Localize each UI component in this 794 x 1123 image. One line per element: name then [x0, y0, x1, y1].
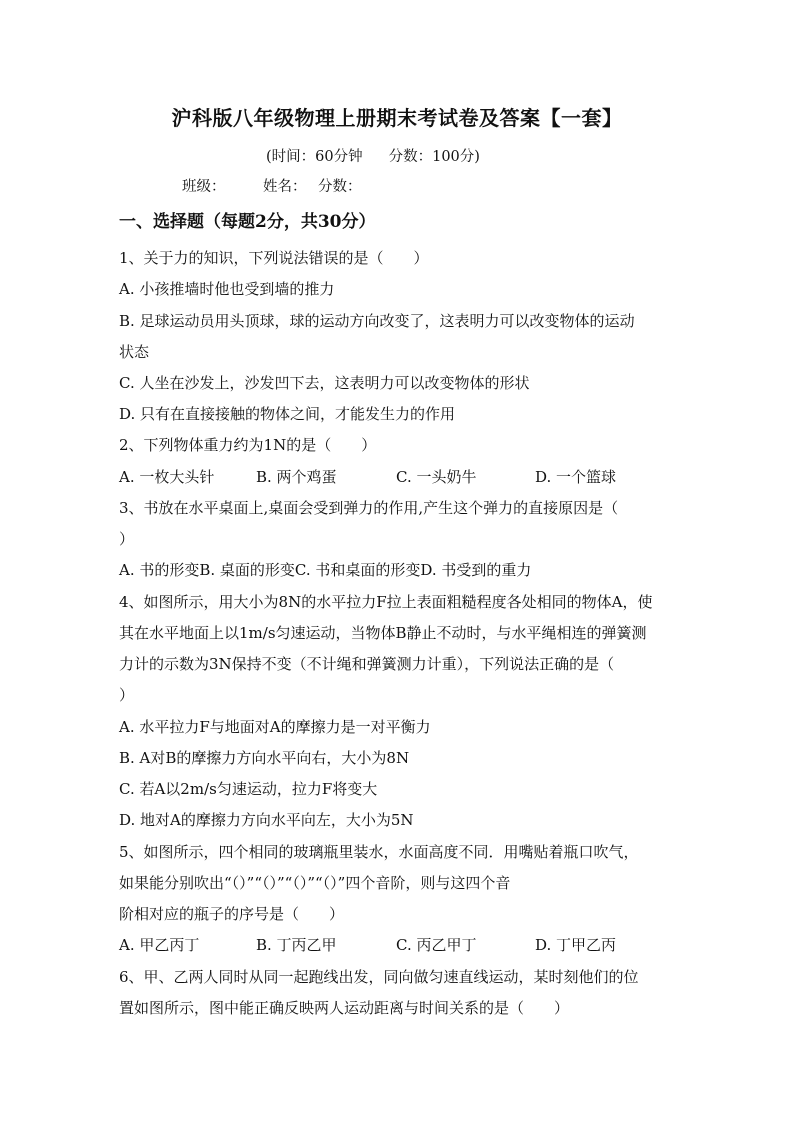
q5-option-d: D. 丁甲乙丙 [535, 936, 617, 954]
exam-meta [266, 145, 480, 166]
q3-options: A. 书的形变B. 桌面的形变C. 书和桌面的形变D. 书受到的重力 [119, 561, 532, 579]
q2-option-c: C. 一头奶牛 [396, 468, 477, 486]
q6-stem: 6、甲、乙两人同时从同一起跑线出发，同向做匀速直线运动，某时刻他们的位 [119, 968, 639, 986]
q4-stem: 4、如图所示，用大小为8N的水平拉力F拉上表面粗糙程度各处相同的物体A，使 [119, 593, 653, 611]
q4-option-c: C. 若A以2m/s匀速运动，拉力F将变大 [119, 780, 378, 798]
q5-option-c: C. 丙乙甲丁 [396, 936, 477, 954]
page-title: 沪科版八年级物理上册期末考试卷及答案【一套】 [171, 106, 623, 130]
q1-stem: 1、关于力的知识，下列说法错误的是（ ） [119, 249, 429, 267]
q2-option-b: B. 两个鸡蛋 [256, 468, 337, 486]
q3-stem-cont: ） [119, 530, 135, 548]
q1-option-b-cont: 状态 [119, 343, 150, 361]
q4-stem-2: 其在水平地面上以1m/s匀速运动，当物体B静止不动时，与水平绳相连的弹簧测 [119, 624, 647, 642]
q5-stem: 5、如图所示，四个相同的玻璃瓶里装水，水面高度不同．用嘴贴着瓶口吹气， [119, 843, 639, 861]
q2-option-d: D. 一个篮球 [535, 468, 617, 486]
q1-option-a: A. 小孩推墙时他也受到墙的推力 [119, 280, 335, 298]
q6-stem-2: 置如图所示，图中能正确反映两人运动距离与时间关系的是（ ） [119, 999, 570, 1017]
q2-options [119, 466, 616, 487]
marks-label: 分数： [318, 179, 362, 195]
q1-option-b: B. 足球运动员用头顶球，球的运动方向改变了，这表明力可以改变物体的运动 [119, 312, 635, 330]
student-info [182, 175, 362, 196]
q5-option-b: B. 丁丙乙甲 [256, 936, 337, 954]
q5-option-a: A. 甲乙丙丁 [119, 936, 200, 954]
q5-stem-3: 阶相对应的瓶子的序号是（ ） [119, 905, 345, 923]
q3-stem: 3、书放在水平桌面上,桌面会受到弹力的作用,产生这个弹力的直接原因是（ [119, 499, 619, 517]
q1-option-c: C. 人坐在沙发上，沙发凹下去，这表明力可以改变物体的形状 [119, 374, 530, 392]
time-info: (时间：60分钟 [266, 149, 363, 165]
q5-options [119, 934, 616, 955]
section-heading: 一、选择题（每题2分，共30分） [119, 212, 376, 232]
q5-stem-2: 如果能分别吹出“（）”“（）”“（）”“（）”四个音阶，则与这四个音 [119, 874, 511, 892]
class-label: 班级： [182, 179, 226, 195]
q4-option-b: B. A对B的摩擦力方向水平向右，大小为8N [119, 749, 410, 767]
score-info: 分数：100分) [388, 149, 480, 165]
q1-option-d: D. 只有在直接接触的物体之间，才能发生力的作用 [119, 405, 456, 423]
q4-option-a: A. 水平拉力F与地面对A的摩擦力是一对平衡力 [119, 718, 431, 736]
q4-option-d: D. 地对A的摩擦力方向水平向左，大小为5N [119, 811, 414, 829]
name-label: 姓名： [263, 179, 307, 195]
q4-stem-3: 力计的示数为3N保持不变（不计绳和弹簧测力计重），下列说法正确的是（ [119, 655, 615, 673]
q2-option-a: A. 一枚大头针 [119, 468, 215, 486]
q2-stem: 2、下列物体重力约为1N的是（ ） [119, 436, 377, 454]
q4-stem-4: ） [119, 686, 135, 704]
